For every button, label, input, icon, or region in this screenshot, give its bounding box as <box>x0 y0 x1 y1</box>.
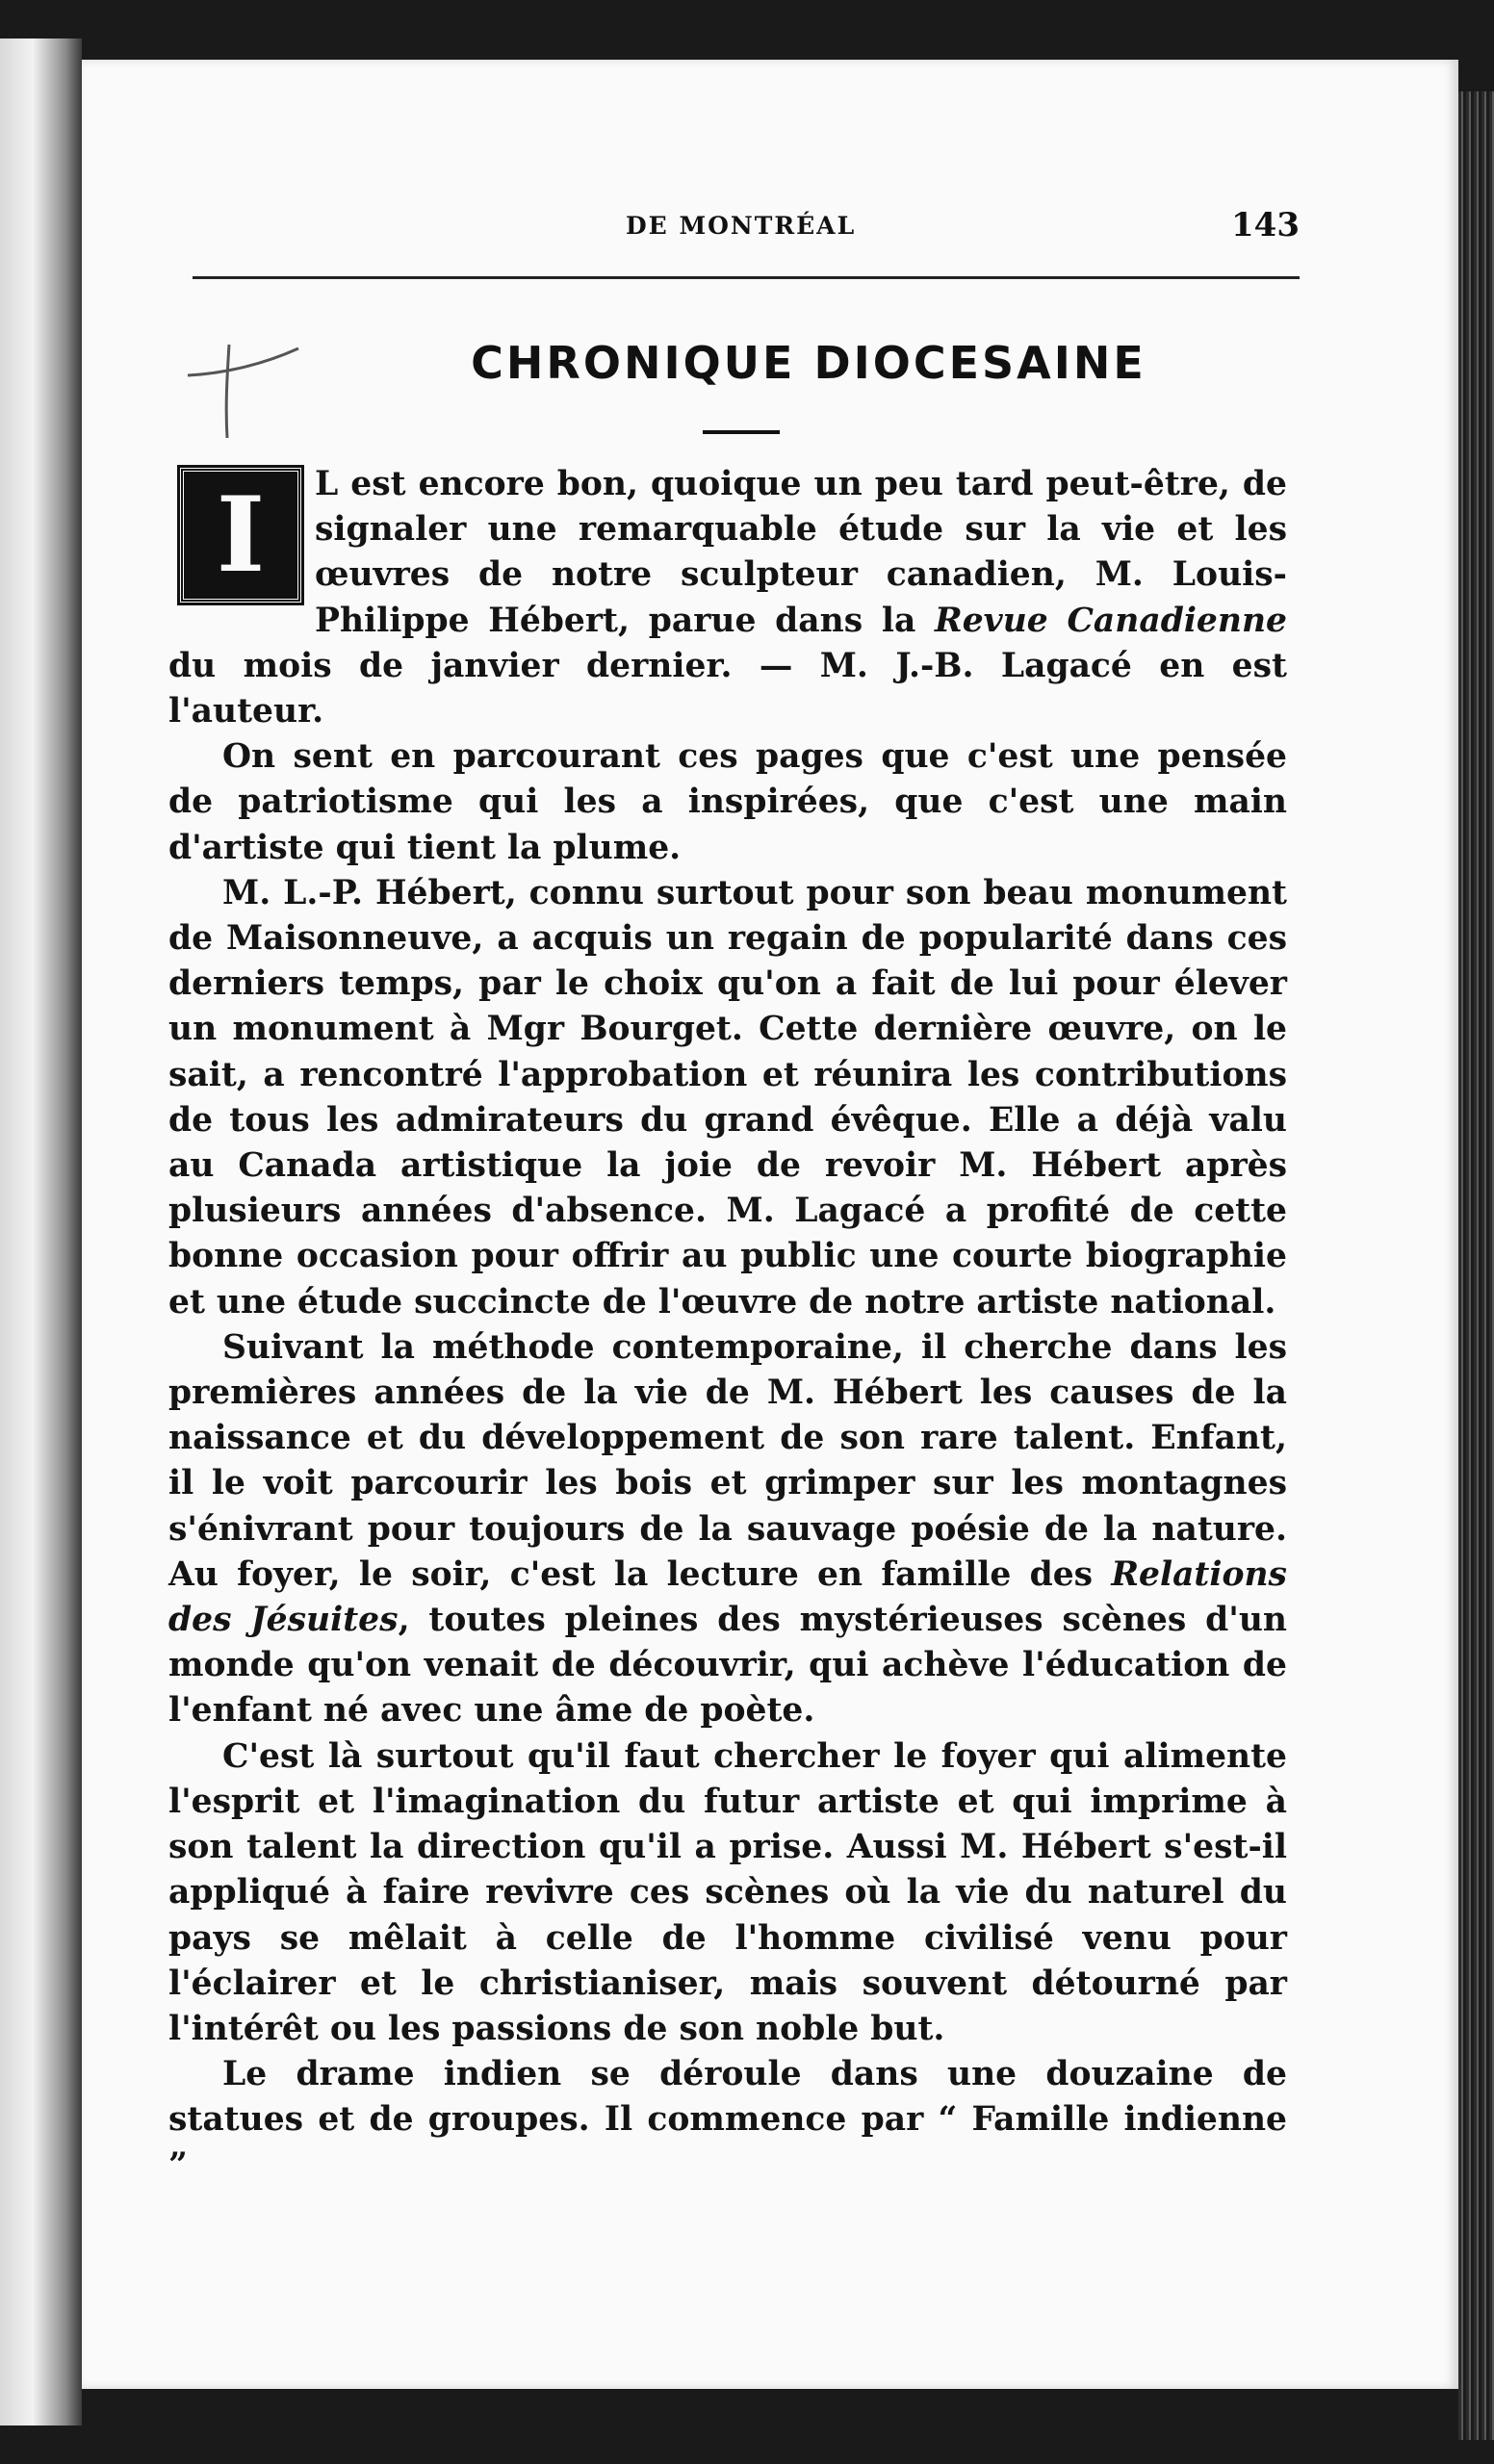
paragraph-3: M. L.-P. Hébert, connu surtout pour son beau monument de Maisonneuve, a acquis un regain de popularité dans ces derniers temps, par le choix qu'on a fait de lui pour élever un monument à Mgr Bourget. Cette dernière œuvre, on le sait, a rencontré l'approbation et réunira les contributions de tous les admirateurs du grand évêque. Elle a déjà valu au Canada artistique la joie de revoir M. Hébert après plusieurs années d'absence. M. Lagacé a profité de cette bonne occasion pour offrir au public une courte biographie et une étude succincte de l'œuvre de notre artiste national. <box>168 873 1287 1322</box>
header-rule <box>193 276 1300 279</box>
paragraph-4-text-b: , toutes pleines des mystérieuses scènes d'un monde qu'on venait de découvrir, qui achève l'éducation de l'enfant né avec une âme de poète. <box>168 1601 1287 1731</box>
journal-title-italic: Revue Canadienne <box>935 601 1287 640</box>
title-rule <box>703 430 780 434</box>
paragraph-2: On sent en parcourant ces pages que c'est une pensée de patriotisme qui les a inspirées, que c'est une main d'artiste qui tient la plume. <box>168 737 1287 867</box>
book-page-edges <box>1458 91 1494 2440</box>
article-body <box>168 462 1287 2189</box>
paragraph-4 <box>168 1325 1287 1734</box>
paragraph-1 <box>168 462 1287 734</box>
paragraph-6: Le drame indien se déroule dans une douzaine de statues et de groupes. Il commence par “ Famille indienne ” <box>168 2055 1287 2185</box>
paragraph-4-text-a: Suivant la méthode contemporaine, il cherche dans les premières années de la vie de M. Hébert les causes de la naissance et du développement de son rare talent. Enfant, il le voit parcourir les bois et grimper sur les montagnes s'énivrant pour toujours de la sauvage poésie de la nature. Au foyer, le soir, c'est la lecture en famille des <box>168 1327 1287 1594</box>
drop-cap-initial: I <box>180 468 301 603</box>
paragraph-1-text-a: L est encore bon, quoique un peu tard peut-être, de signaler une remarquable étude sur la vie et les œuvres de notre sculpteur canadien, M. Louis-Philippe Hébert, parue dans la <box>315 465 1287 640</box>
running-head: DE MONTRÉAL <box>626 212 857 240</box>
relations-title-italic: Relations des Jésuites <box>168 1554 1287 1640</box>
paragraph-5: C'est là surtout qu'il faut chercher le foyer qui alimente l'esprit et l'imagination du futur artiste et qui imprime à son talent la direction qu'il a prise. Aussi M. Hébert s'est-il appliqué à faire revivre ces scènes où la vie du naturel du pays se mêlait à celle de l'homme civilisé venu pour l'éclairer et le christianiser, mais souvent détourné par l'intérêt ou les passions de son noble but. <box>168 1736 1287 2048</box>
pencil-cross-mark <box>183 337 308 443</box>
page-number: 143 <box>1231 206 1300 244</box>
paragraph-1-text-b: du mois de janvier dernier. — M. J.-B. Lagacé en est l'auteur. <box>168 646 1287 732</box>
page-header <box>193 202 1300 260</box>
book-left-edge <box>0 38 82 2426</box>
section-title: CHRONIQUE DIOCESAINE <box>471 337 1146 389</box>
